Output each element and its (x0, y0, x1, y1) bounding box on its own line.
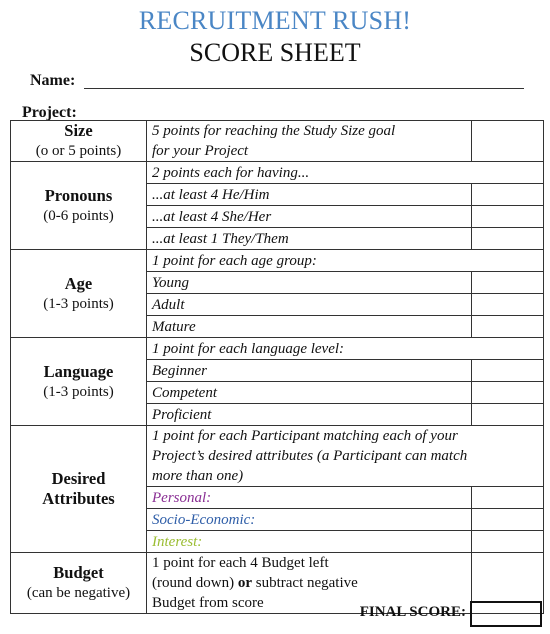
budget-category (11, 553, 147, 614)
attributes-intro (147, 426, 544, 487)
pronouns-score-cell-2[interactable] (472, 206, 544, 228)
age-score-cell-3[interactable] (472, 316, 544, 338)
page-subtitle: SCORE SHEET (189, 38, 361, 67)
attributes-score-cell-3[interactable] (472, 531, 544, 553)
size-desc-line2: for your Project (152, 143, 249, 159)
pronouns-score-cell-1[interactable] (472, 184, 544, 206)
pronouns-item-3: ...at least 1 They/Them (147, 228, 472, 250)
pronouns-item-2: ...at least 4 She/Her (147, 206, 472, 228)
size-points: (o or 5 points) (35, 143, 122, 159)
language-intro: 1 point for each language level: (147, 338, 544, 360)
attributes-item-personal: Personal: (147, 487, 472, 509)
age-intro: 1 point for each age group: (147, 250, 544, 272)
size-name: Size (64, 121, 93, 140)
language-item-beginner: Beginner (147, 360, 472, 382)
pronouns-score-cell-3[interactable] (472, 228, 544, 250)
budget-desc-line3: Budget from score (152, 595, 264, 611)
language-score-cell-2[interactable] (472, 382, 544, 404)
attributes-intro-line1: 1 point for each Participant matching each of your (152, 428, 458, 444)
language-item-competent: Competent (147, 382, 472, 404)
pronouns-category (11, 162, 147, 250)
attributes-row (11, 426, 544, 487)
age-score-cell-2[interactable] (472, 294, 544, 316)
name-label: Name: (30, 72, 76, 89)
language-category (11, 338, 147, 426)
attributes-category (11, 426, 147, 553)
pronouns-name: Pronouns (44, 185, 113, 205)
budget-desc-line2-post: subtract negative (252, 575, 358, 591)
age-item-adult: Adult (147, 294, 472, 316)
page-title: RECRUITMENT RUSH! (138, 6, 412, 35)
attributes-name-line1: Desired (51, 469, 106, 488)
size-desc-line1: 5 points for reaching the Study Size goal (152, 123, 396, 139)
age-row (11, 250, 544, 272)
size-description (147, 121, 472, 162)
language-score-cell-1[interactable] (472, 360, 544, 382)
pronouns-row (11, 162, 544, 184)
language-score-cell-3[interactable] (472, 404, 544, 426)
size-row (11, 121, 544, 162)
age-name: Age (64, 273, 93, 293)
attributes-intro-line2: Project’s desired attributes (a Participant can match (152, 448, 468, 464)
score-table (10, 120, 544, 614)
size-score-cell[interactable] (472, 121, 544, 162)
budget-points: (can be negative) (26, 585, 131, 601)
attributes-name-line2: Attributes (42, 489, 115, 508)
budget-desc-line2 (152, 573, 471, 593)
age-item-young: Young (147, 272, 472, 294)
project-label: Project: (22, 104, 77, 121)
attributes-intro-line3: more than one) (152, 468, 244, 484)
age-points: (1-3 points) (43, 295, 114, 312)
attributes-score-cell-1[interactable] (472, 487, 544, 509)
attributes-item-socio-economic: Socio-Economic: (147, 509, 472, 531)
language-points: (1-3 points) (43, 383, 114, 400)
final-score-box[interactable] (470, 601, 542, 627)
language-row (11, 338, 544, 360)
budget-desc-line2-pre: (round down) (152, 575, 238, 591)
pronouns-intro: 2 points each for having... (147, 162, 544, 184)
age-item-mature: Mature (147, 316, 472, 338)
name-field[interactable] (84, 88, 524, 89)
attributes-score-cell-2[interactable] (472, 509, 544, 531)
attributes-item-interest: Interest: (147, 531, 472, 553)
budget-name: Budget (53, 563, 104, 582)
size-category (11, 121, 147, 162)
budget-desc-line1: 1 point for each 4 Budget left (152, 555, 329, 571)
pronouns-item-1: ...at least 4 He/Him (147, 184, 472, 206)
pronouns-points: (0-6 points) (43, 207, 114, 224)
language-item-proficient: Proficient (147, 404, 472, 426)
age-score-cell-1[interactable] (472, 272, 544, 294)
final-score-label: FINAL SCORE: (359, 604, 466, 620)
language-name: Language (43, 361, 114, 381)
budget-desc-or: or (237, 575, 252, 591)
age-category (11, 250, 147, 338)
